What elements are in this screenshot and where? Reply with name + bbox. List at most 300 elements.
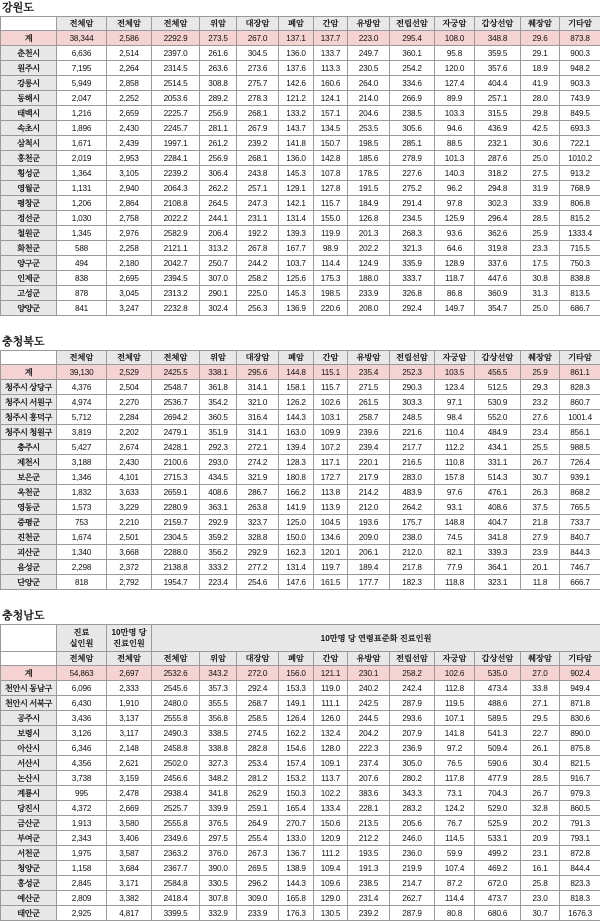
table-row xyxy=(1,831,600,846)
table-cell: 293.0 xyxy=(200,455,237,470)
table-cell: 110.4 xyxy=(435,425,475,440)
table-cell: 220.1 xyxy=(348,455,390,470)
table-cell: 404.7 xyxy=(475,515,521,530)
table-cell: 473.7 xyxy=(475,891,521,906)
table-cell: 3,819 xyxy=(57,425,107,440)
table-cell: 3,126 xyxy=(57,726,107,741)
column-header: 유방암 xyxy=(348,351,390,365)
table-cell: 133.7 xyxy=(314,46,348,61)
table-cell: 27.1 xyxy=(521,696,560,711)
table-cell: 995 xyxy=(57,786,107,801)
table-cell: 97.8 xyxy=(435,196,475,211)
table-cell: 313.2 xyxy=(200,241,237,256)
table-cell: 2479.1 xyxy=(152,425,200,440)
table-cell: 3,137 xyxy=(107,711,152,726)
table-cell: 109.9 xyxy=(314,425,348,440)
table-cell: 294.8 xyxy=(475,181,521,196)
table-cell: 119.9 xyxy=(314,226,348,241)
table-cell: 123.4 xyxy=(435,380,475,395)
table-cell: 198.5 xyxy=(348,136,390,151)
table-cell: 272.1 xyxy=(237,440,279,455)
table-cell: 348.8 xyxy=(475,31,521,46)
table-cell: 3,117 xyxy=(107,726,152,741)
table-cell: 256.9 xyxy=(200,151,237,166)
table-cell: 309.0 xyxy=(237,891,279,906)
table-cell: 844.3 xyxy=(560,545,600,560)
table-cell: 108.0 xyxy=(435,31,475,46)
table-cell: 240.2 xyxy=(348,681,390,696)
table-cell: 473.4 xyxy=(475,681,521,696)
table-cell: 2394.5 xyxy=(152,271,200,286)
table-cell: 30.4 xyxy=(521,756,560,771)
column-header: 자궁암 xyxy=(435,652,475,666)
column-header: 폐암 xyxy=(279,351,314,365)
region-name: 보은군 xyxy=(1,470,57,485)
table-cell: 25.0 xyxy=(521,301,560,316)
table-cell: 434.1 xyxy=(475,440,521,455)
table-cell: 125.0 xyxy=(279,515,314,530)
table-cell: 269.5 xyxy=(237,861,279,876)
table-cell: 872.8 xyxy=(560,846,600,861)
table-cell: 357.3 xyxy=(200,681,237,696)
table-row xyxy=(1,861,600,876)
table-row xyxy=(1,771,600,786)
table-cell: 191.5 xyxy=(348,181,390,196)
table-cell: 494 xyxy=(57,256,107,271)
table-cell: 447.6 xyxy=(475,271,521,286)
table-cell: 360.5 xyxy=(200,410,237,425)
region-name: 괴산군 xyxy=(1,545,57,560)
table-cell: 102.6 xyxy=(435,666,475,681)
region-name: 청주시 흥덕구 xyxy=(1,410,57,425)
table-cell: 188.0 xyxy=(348,271,390,286)
table-cell: 238.5 xyxy=(390,106,435,121)
table-row xyxy=(1,76,600,91)
table-cell: 155.0 xyxy=(314,211,348,226)
table-cell: 244.2 xyxy=(237,256,279,271)
table-cell: 2349.6 xyxy=(152,831,200,846)
table-row xyxy=(1,801,600,816)
table-cell: 23.3 xyxy=(521,241,560,256)
table-cell: 23.9 xyxy=(521,545,560,560)
table-cell: 2053.6 xyxy=(152,91,200,106)
table-cell: 204.2 xyxy=(348,726,390,741)
table-cell: 321.9 xyxy=(237,470,279,485)
region-name: 아산시 xyxy=(1,741,57,756)
region-name: 단양군 xyxy=(1,575,57,590)
table-cell: 476.1 xyxy=(475,485,521,500)
table-cell: 3,159 xyxy=(107,771,152,786)
table-cell: 2,019 xyxy=(57,151,107,166)
table-cell: 287.6 xyxy=(475,151,521,166)
table-row xyxy=(1,211,600,226)
table-cell: 356.2 xyxy=(200,545,237,560)
table-cell: 793.1 xyxy=(560,831,600,846)
table-cell: 355.5 xyxy=(200,696,237,711)
table-cell: 95.8 xyxy=(435,46,475,61)
table-cell: 233.9 xyxy=(237,906,279,921)
table-cell: 916.7 xyxy=(560,771,600,786)
table-cell: 131.4 xyxy=(279,211,314,226)
table-cell: 275.2 xyxy=(390,181,435,196)
column-header: 췌장암 xyxy=(521,17,560,31)
region-name: 계룡시 xyxy=(1,786,57,801)
column-header: 간암 xyxy=(314,351,348,365)
table-cell: 29.8 xyxy=(521,106,560,121)
table-cell: 201.3 xyxy=(348,226,390,241)
table-cell: 121.2 xyxy=(279,91,314,106)
table-cell: 509.4 xyxy=(475,741,521,756)
table-cell: 230.1 xyxy=(348,666,390,681)
table-cell: 107.4 xyxy=(435,861,475,876)
region-name: 춘천시 xyxy=(1,46,57,61)
region-name: 고성군 xyxy=(1,286,57,301)
table-cell: 360.1 xyxy=(390,46,435,61)
table-cell: 247.3 xyxy=(237,196,279,211)
table-cell: 87.2 xyxy=(435,876,475,891)
table-cell: 162.2 xyxy=(279,726,314,741)
table-cell: 103.3 xyxy=(435,106,475,121)
region-name: 계 xyxy=(1,666,57,681)
table-cell: 30.7 xyxy=(521,470,560,485)
table-cell: 2367.7 xyxy=(152,861,200,876)
table-cell: 2,439 xyxy=(107,136,152,151)
table-cell: 125.6 xyxy=(279,271,314,286)
table-cell: 680.6 xyxy=(475,906,521,921)
table-cell: 220.6 xyxy=(314,301,348,316)
table-cell: 361.8 xyxy=(200,380,237,395)
table-cell: 3,171 xyxy=(107,876,152,891)
table-cell: 1,975 xyxy=(57,846,107,861)
column-header: 췌장암 xyxy=(521,351,560,365)
table-cell: 126.2 xyxy=(279,395,314,410)
table-cell: 230.5 xyxy=(348,61,390,76)
table-cell: 2555.8 xyxy=(152,816,200,831)
table-cell: 134.5 xyxy=(314,121,348,136)
table-cell: 207.6 xyxy=(348,771,390,786)
table-row xyxy=(1,410,600,425)
table-cell: 233.9 xyxy=(348,286,390,301)
region-name: 속초시 xyxy=(1,121,57,136)
table-cell: 2313.2 xyxy=(152,286,200,301)
table-cell: 338.5 xyxy=(200,726,237,741)
table-cell: 2545.6 xyxy=(152,681,200,696)
table-cell: 223.0 xyxy=(348,31,390,46)
region-name: 청주시 상당구 xyxy=(1,380,57,395)
table-cell: 6,636 xyxy=(57,46,107,61)
table-cell: 295.4 xyxy=(390,31,435,46)
table-cell: 97.1 xyxy=(435,395,475,410)
table-cell: 274.5 xyxy=(237,726,279,741)
region-name: 서천군 xyxy=(1,846,57,861)
table-cell: 2363.2 xyxy=(152,846,200,861)
table-cell: 1,910 xyxy=(107,696,152,711)
table-cell: 6,096 xyxy=(57,681,107,696)
table-row xyxy=(1,741,600,756)
table-cell: 2458.8 xyxy=(152,741,200,756)
table-cell: 2525.7 xyxy=(152,801,200,816)
table-cell: 113.8 xyxy=(314,485,348,500)
table-cell: 2,430 xyxy=(107,455,152,470)
table-cell: 103.5 xyxy=(435,365,475,380)
table-cell: 59.9 xyxy=(435,846,475,861)
region-name: 청주시 청원구 xyxy=(1,425,57,440)
table-row xyxy=(1,121,600,136)
table-cell: 114.4 xyxy=(314,256,348,271)
table-cell: 141.8 xyxy=(435,726,475,741)
table-cell: 97.2 xyxy=(435,741,475,756)
table-cell: 2292.9 xyxy=(152,31,200,46)
table-cell: 157.8 xyxy=(435,470,475,485)
table-cell: 303.3 xyxy=(390,395,435,410)
region-name: 예산군 xyxy=(1,891,57,906)
region-name: 충주시 xyxy=(1,440,57,455)
table-cell: 209.0 xyxy=(348,530,390,545)
table-row xyxy=(1,696,600,711)
table-cell: 2,940 xyxy=(107,181,152,196)
table-cell: 26.1 xyxy=(521,741,560,756)
table-cell: 26.7 xyxy=(521,786,560,801)
table-cell: 3,738 xyxy=(57,771,107,786)
section-title: 강원도 xyxy=(0,0,600,16)
table-cell: 96.2 xyxy=(435,181,475,196)
table-cell: 484.9 xyxy=(475,425,521,440)
header-row xyxy=(1,652,600,666)
table-cell: 338.8 xyxy=(200,741,237,756)
table-cell: 27.0 xyxy=(521,666,560,681)
table-cell: 28.5 xyxy=(521,211,560,226)
table-cell: 28.5 xyxy=(521,771,560,786)
region-name: 부여군 xyxy=(1,831,57,846)
region-name: 화천군 xyxy=(1,241,57,256)
table-cell: 552.0 xyxy=(475,410,521,425)
table-cell: 1,671 xyxy=(57,136,107,151)
table-cell: 103.1 xyxy=(314,410,348,425)
table-cell: 104.5 xyxy=(314,515,348,530)
table-cell: 25.0 xyxy=(521,151,560,166)
table-cell: 140.3 xyxy=(435,166,475,181)
table-cell: 268.7 xyxy=(237,696,279,711)
table-cell: 979.3 xyxy=(560,786,600,801)
table-cell: 3,105 xyxy=(107,166,152,181)
table-cell: 216.5 xyxy=(390,455,435,470)
table-cell: 2456.6 xyxy=(152,771,200,786)
table-cell: 124.1 xyxy=(314,91,348,106)
table-cell: 318.2 xyxy=(475,166,521,181)
table-row xyxy=(1,286,600,301)
table-cell: 2548.7 xyxy=(152,380,200,395)
section-gangwon xyxy=(0,0,600,316)
table-cell: 533.1 xyxy=(475,831,521,846)
table-cell: 2159.7 xyxy=(152,515,200,530)
table-cell: 589.5 xyxy=(475,711,521,726)
table-cell: 261.5 xyxy=(348,395,390,410)
table-cell: 29.6 xyxy=(521,31,560,46)
table-cell: 280.2 xyxy=(390,771,435,786)
table-cell: 477.9 xyxy=(475,771,521,786)
table-cell: 2,252 xyxy=(107,91,152,106)
table-cell: 20.2 xyxy=(521,816,560,831)
table-cell: 1,030 xyxy=(57,211,107,226)
region-name: 청주시 서원구 xyxy=(1,395,57,410)
table-cell: 488.6 xyxy=(475,696,521,711)
table-cell: 331.1 xyxy=(475,455,521,470)
table-cell: 1,832 xyxy=(57,485,107,500)
table-cell: 107.1 xyxy=(435,711,475,726)
table-cell: 141.9 xyxy=(279,500,314,515)
region-name: 철원군 xyxy=(1,226,57,241)
table-cell: 2121.1 xyxy=(152,241,200,256)
table-cell: 3,633 xyxy=(107,485,152,500)
table-cell: 841 xyxy=(57,301,107,316)
table-cell: 223.4 xyxy=(200,575,237,590)
table-cell: 273.5 xyxy=(200,31,237,46)
region-name: 평창군 xyxy=(1,196,57,211)
table-cell: 535.0 xyxy=(475,666,521,681)
table-cell: 31.3 xyxy=(521,286,560,301)
table-cell: 137.6 xyxy=(279,61,314,76)
table-cell: 272.0 xyxy=(237,666,279,681)
table-row xyxy=(1,46,600,61)
region-name: 옥천군 xyxy=(1,485,57,500)
table-cell: 262.7 xyxy=(390,891,435,906)
table-cell: 290.3 xyxy=(390,380,435,395)
column-header: 간암 xyxy=(314,652,348,666)
table-cell: 434.5 xyxy=(200,470,237,485)
table-cell: 139.4 xyxy=(279,440,314,455)
region-name: 삼척시 xyxy=(1,136,57,151)
table-cell: 686.7 xyxy=(560,301,600,316)
table-cell: 1001.4 xyxy=(560,410,600,425)
table-row xyxy=(1,271,600,286)
table-cell: 39,130 xyxy=(57,365,107,380)
table-cell: 38,344 xyxy=(57,31,107,46)
table-cell: 2,953 xyxy=(107,151,152,166)
table-cell: 94.6 xyxy=(435,121,475,136)
table-cell: 939.1 xyxy=(560,470,600,485)
table-cell: 212.2 xyxy=(348,831,390,846)
table-cell: 302.4 xyxy=(200,301,237,316)
region-name: 음성군 xyxy=(1,560,57,575)
table-cell: 289.2 xyxy=(200,91,237,106)
table-cell: 2314.5 xyxy=(152,61,200,76)
table-cell: 131.4 xyxy=(279,560,314,575)
column-header: 전체암 xyxy=(152,17,200,31)
table-cell: 292.3 xyxy=(200,440,237,455)
table-cell: 193.5 xyxy=(348,846,390,861)
column-header: 전체암 xyxy=(57,351,107,365)
table-cell: 328.8 xyxy=(237,530,279,545)
table-cell: 2022.2 xyxy=(152,211,200,226)
table-cell: 722.1 xyxy=(560,136,600,151)
section-chungbuk xyxy=(0,334,600,590)
column-header: 폐암 xyxy=(279,17,314,31)
table-cell: 273.6 xyxy=(237,61,279,76)
table-cell: 20.1 xyxy=(521,560,560,575)
column-header: 유방암 xyxy=(348,17,390,31)
table-cell: 529.0 xyxy=(475,801,521,816)
table-cell: 319.8 xyxy=(475,241,521,256)
table-cell: 124.9 xyxy=(348,256,390,271)
table-cell: 82.1 xyxy=(435,545,475,560)
table-cell: 37.5 xyxy=(521,500,560,515)
table-cell: 30.6 xyxy=(521,136,560,151)
table-cell: 64.6 xyxy=(435,241,475,256)
table-cell: 321.0 xyxy=(237,395,279,410)
table-cell: 136.9 xyxy=(279,301,314,316)
table-cell: 264.0 xyxy=(348,76,390,91)
chungbuk-table xyxy=(0,350,600,590)
column-header: 폐암 xyxy=(279,652,314,666)
table-cell: 2715.3 xyxy=(152,470,200,485)
table-cell: 237.4 xyxy=(348,756,390,771)
table-cell: 283.0 xyxy=(390,470,435,485)
table-cell: 530.9 xyxy=(475,395,521,410)
table-cell: 142.8 xyxy=(314,151,348,166)
table-cell: 227.6 xyxy=(390,166,435,181)
table-cell: 988.5 xyxy=(560,440,600,455)
table-cell: 21.8 xyxy=(521,515,560,530)
table-cell: 93.6 xyxy=(435,226,475,241)
table-cell: 5,712 xyxy=(57,410,107,425)
table-cell: 120.0 xyxy=(435,61,475,76)
column-header: 전립선암 xyxy=(390,652,435,666)
table-cell: 127.8 xyxy=(314,181,348,196)
table-cell: 838 xyxy=(57,271,107,286)
region-name: 영동군 xyxy=(1,500,57,515)
table-cell: 111.1 xyxy=(314,696,348,711)
table-cell: 287.9 xyxy=(390,696,435,711)
table-cell: 207.9 xyxy=(390,726,435,741)
table-cell: 136.7 xyxy=(279,846,314,861)
table-row xyxy=(1,241,600,256)
table-row xyxy=(1,440,600,455)
table-cell: 1010.2 xyxy=(560,151,600,166)
table-cell: 1,158 xyxy=(57,861,107,876)
table-cell: 157.4 xyxy=(279,756,314,771)
region-name: 공주시 xyxy=(1,711,57,726)
table-cell: 305.0 xyxy=(390,756,435,771)
table-cell: 6,430 xyxy=(57,696,107,711)
table-cell: 139.3 xyxy=(279,226,314,241)
table-cell: 2480.0 xyxy=(152,696,200,711)
table-cell: 1954.7 xyxy=(152,575,200,590)
region-name: 태백시 xyxy=(1,106,57,121)
header-row xyxy=(1,351,600,365)
table-cell: 249.7 xyxy=(348,46,390,61)
region-name: 금산군 xyxy=(1,816,57,831)
table-cell: 2100.6 xyxy=(152,455,200,470)
table-cell: 261.2 xyxy=(200,136,237,151)
table-cell: 126.8 xyxy=(348,211,390,226)
table-cell: 30.7 xyxy=(521,906,560,921)
table-cell: 214.0 xyxy=(348,91,390,106)
table-cell: 5,949 xyxy=(57,76,107,91)
table-cell: 253.5 xyxy=(348,121,390,136)
table-cell: 354.7 xyxy=(475,301,521,316)
table-cell: 2,809 xyxy=(57,891,107,906)
table-cell: 150.7 xyxy=(314,136,348,151)
region-name: 홍성군 xyxy=(1,876,57,891)
table-cell: 250.7 xyxy=(200,256,237,271)
table-cell: 4,376 xyxy=(57,380,107,395)
table-cell: 302.3 xyxy=(475,196,521,211)
table-cell: 541.3 xyxy=(475,726,521,741)
table-cell: 733.7 xyxy=(560,515,600,530)
table-cell: 514.3 xyxy=(475,470,521,485)
total-row xyxy=(1,666,600,681)
table-cell: 267.3 xyxy=(237,846,279,861)
